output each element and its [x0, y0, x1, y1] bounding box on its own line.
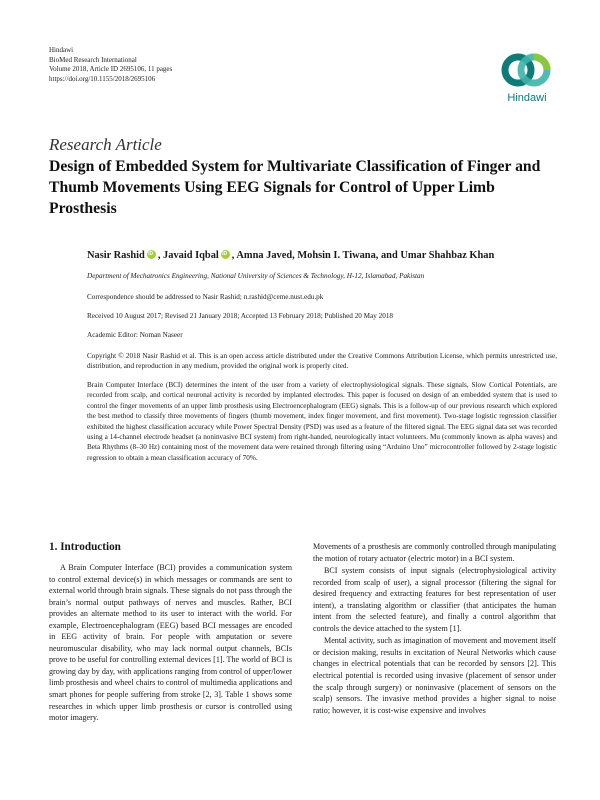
- author-name[interactable]: and Umar Shahbaz Khan: [380, 250, 495, 261]
- publication-dates: Received 10 August 2017; Revised 21 January 2018; Accepted 13 February 2018; Published 20 May 2018: [87, 312, 394, 320]
- hindawi-logo-text: Hindawi: [507, 92, 547, 104]
- affiliation: Department of Mechatronics Engineering, National University of Sciences & Technology, H-12, Islamabad, Pakistan: [87, 272, 425, 280]
- correspondence: Correspondence should be addressed to Nasir Rashid; n.rashid@ceme.nust.edu.pk: [87, 293, 324, 301]
- journal-name: BioMed Research International: [49, 55, 137, 64]
- paragraph: A Brain Computer Interface (BCI) provides a communication system to control external device(s) in which messages or commands are sent to external world through brain signals. These signals do not pass through the brain’s normal output pathways of nerves and muscles. Rather, BCI provides an alternate method to its user to interact with the world. For example, Electroencephalogram (EEG) based BCI messages are encoded in EEG activity of brain. For people with amputation or severe neuromuscular disability, who may lack normal output channels, BCIs prove to be useful for controlling external devices [1]. The world of BCI is growing day by day, with applications ranging from control of upper/lower limb prosthesis and wheel chairs to control of multimedia applications and smart phones for people suffering from stroke [2, 3]. Table 1 shows some researches in which upper limb prosthesis or cursor is controlled using motor imagery.: [49, 563, 292, 723]
- article-type: Research Article: [49, 135, 162, 154]
- article-title: Design of Embedded System for Multivariate Classification of Finger and Thumb Movements Using EEG Signals for Control of Upper Limb Prosthesis: [49, 158, 541, 217]
- orcid-icon[interactable]: [147, 250, 156, 259]
- paragraph: Mental activity, such as imagination of movement and movement itself or decision making, results in excitation of Neural Networks which cause changes in electrical potentials that can be recorded by sensors [2]. This electrical potential is recorded using invasive (placement of sensor under the scalp through surgery) or noninvasive (placement of sensors on the scalp) sensors. The invasive method provides a higher signal to noise ratio; however, it is cost-wise expensive and involves: [313, 636, 556, 715]
- author-name[interactable]: Javaid Iqbal: [163, 250, 219, 261]
- journal-header: [49, 46, 172, 84]
- abstract: Brain Computer Interface (BCI) determines the intent of the user from a variety of electrophysiological signals. These signals, Slow Cortical Potentials, are recorded from scalp, and cortical neuronal activity is recorded by implanted electrodes. This paper is focused on design of an embedded system that is used to control the finger movements of an upper limb prosthesis using Electroencephalogram (EEG) signals. This is a follow-up of our previous research which explored the best method to classify three movements of fingers (thumb movement, index finger movement, and first movement). Two-stage logistic regression classifier exhibited the highest classification accuracy while Power Spectral Density (PSD) was used as a feature of the filtered signal. The EEG signal data set was recorded using a 14-channel electrode headset (a noninvasive BCI system) from right-handed, neurologically intact volunteers. Mu (commonly known as alpha waves) and Beta Rhythms (8–30 Hz) containing most of the movement data were retained through filtering using “Arduino Uno” microcontroller followed by 2-stage logistic regression to obtain a mean classification accuracy of 70%.: [87, 381, 557, 462]
- author-name[interactable]: Amna Javed: [236, 250, 293, 261]
- copyright-notice: Copyright © 2018 Nasir Rashid et al. This is an open access article distributed under the Creative Commons Attribution License, which permits unrestricted use, distribution, and reproduction in any medium, provided the original work is properly cited.: [87, 352, 557, 371]
- paragraph: Movements of a prosthesis are commonly controlled through manipulating the motion of rotary actuator (electric motor) in a BCI system.: [313, 542, 556, 563]
- publisher-name: Hindawi: [49, 46, 74, 54]
- body-column-left: [49, 541, 292, 724]
- author-name[interactable]: Mohsin I. Tiwana: [297, 250, 376, 261]
- section-heading: 1. Introduction: [49, 541, 121, 553]
- author-list: Nasir RashidiD , Javaid IqbaliD , Amna Javed, Mohsin I. Tiwana, and Umar Shahbaz Khan: [87, 250, 494, 261]
- academic-editor: Academic Editor: Noman Naseer: [87, 331, 183, 339]
- doi-link[interactable]: https://doi.org/10.1155/2018/2695106: [49, 74, 156, 83]
- orcid-icon[interactable]: [221, 250, 230, 259]
- author-name[interactable]: Nasir Rashid: [87, 250, 145, 261]
- paragraph: BCI system consists of input signals (electrophysiological activity recorded from scalp of user), a signal processor (filtering the signal for desired frequency and extracting features for best representation of user intent), a translating algorithm or classifier (that anticipates the human intent from the selected feature), and finally a control algorithm that controls the device attached to the system [1].: [313, 566, 556, 633]
- volume-info: Volume 2018, Article ID 2695106, 11 pages: [49, 65, 173, 74]
- body-column-right: [313, 541, 556, 716]
